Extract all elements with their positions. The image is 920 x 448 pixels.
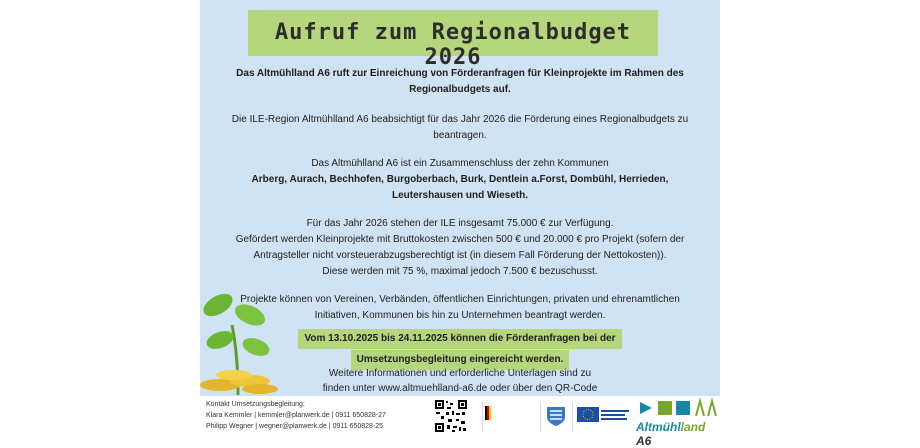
contact-wegner: Philipp Wegner | wegner@planwerk.de | 0911 650828-25: [206, 423, 384, 430]
deadline-highlight: [220, 328, 700, 370]
contact-heading: Kontakt Umsetzungsbegleitung:: [206, 401, 305, 408]
bavaria-crest-icon: [545, 405, 567, 427]
footer: [200, 396, 720, 448]
page-title: Aufruf zum Regionalbudget 2026: [274, 20, 632, 70]
deadline-line-1: Vom 13.10.2025 bis 24.11.2025 können die Förderanfragen bei der: [298, 329, 621, 349]
wordmark-land: land: [680, 420, 706, 434]
altmuehlland-logo-icon: [636, 398, 718, 420]
wordmark-altmuehl: Altmühl: [636, 420, 681, 434]
bavaria-logo: [540, 402, 571, 432]
altmuehlland-wordmark: [636, 420, 718, 448]
poster: [200, 0, 720, 448]
info-line-2: finden unter www.altmuehlland-a6.de oder über den QR-Code: [322, 383, 598, 394]
project-costs-text: Gefördert werden Kleinprojekte mit Bruttokosten zwischen 500 € und 20.000 € pro Projekt (sofern der Antragsteller nicht vorsteuerabzugsberechtigt ist (in diesem Fall Förderung der Nettokosten)).: [235, 234, 685, 261]
qr-code-icon[interactable]: [434, 399, 468, 433]
intro-text: Das Altmühlland A6 ruft zur Einreichung von Förderanfragen für Kleinprojekte im Rahmen des Regionalbudgets auf.: [236, 68, 684, 95]
eu-funding-logo: [572, 402, 633, 432]
plant-coins-icon: [200, 285, 280, 395]
contact-block: [206, 399, 386, 432]
ministry-logo: [482, 402, 539, 432]
eligible-applicants-text: Projekte können von Vereinen, Verbänden, öffentlichen Einrichtungen, privaten und ehrenamtlichen Initiativen, Kommunen bis hin zu Unternehmen beantragt werden.: [240, 294, 680, 321]
municipalities-list: Arberg, Aurach, Bechhofen, Burgoberbach, Burk, Dentlein a.Forst, Dombühl, Herrieden, Leutershausen und Wieseth.: [251, 174, 669, 201]
eu-flag-icon: [573, 402, 633, 432]
budget-text: Für das Jahr 2026 stehen der ILE insgesamt 75.000 € zur Verfügung.: [306, 218, 614, 229]
ile-region-text: Die ILE-Region Altmühlland A6 beabsichtigt für das Jahr 2026 die Förderung eines Regionalbudgets zu beantragen.: [231, 114, 689, 141]
contact-kemmler: Klara Kemmler | kemmler@planwerk.de | 0911 650828-27: [206, 412, 386, 419]
deadline-line-2: Umsetzungsbegleitung eingereicht werden.: [351, 350, 570, 370]
subsidy-rate-text: Diese werden mit 75 %, maximal jedoch 7.500 € bezuschusst.: [322, 266, 598, 277]
info-line-1: Weitere Informationen und erforderliche Unterlagen sind zu: [328, 368, 592, 379]
title-banner: [248, 10, 658, 70]
association-text: Das Altmühlland A6 ist ein Zusammenschluss der zehn Kommunen: [311, 158, 609, 169]
altmuehlland-logo: [636, 398, 718, 448]
eagle-icon: [485, 406, 495, 420]
wordmark-a6: A6: [636, 434, 652, 448]
